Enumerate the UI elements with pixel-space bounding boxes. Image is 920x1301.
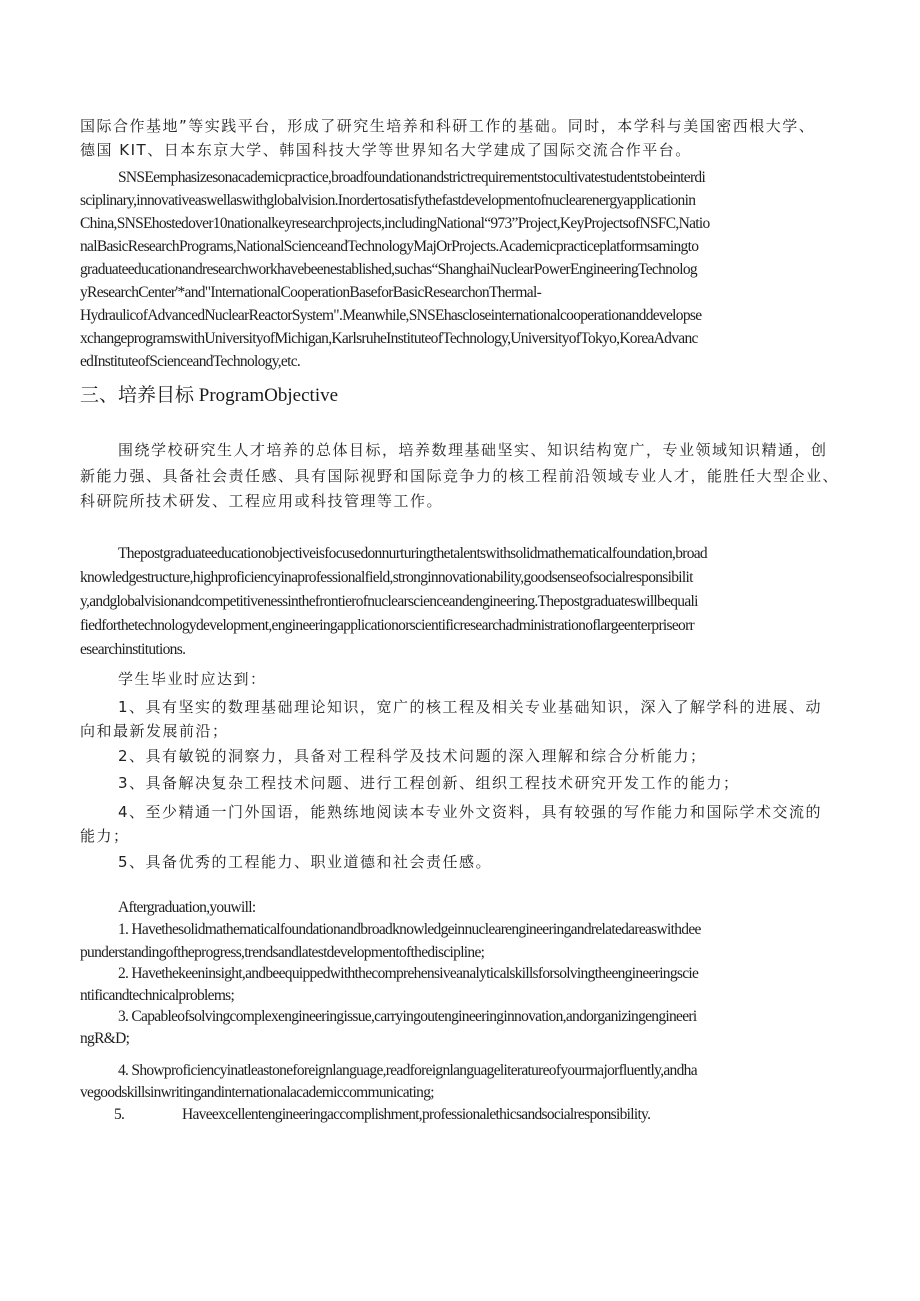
intro-en-line: China,SNSEhostedover10nationalkeyresearchprojects,includingNational“973”Project,KeyProjectsofNSFC,Natio: [80, 215, 710, 232]
objective-en-line: fiedforthetechnologydevelopment,engineeringapplicationorscientificresearchadministrationoflargeenterpriseorr: [80, 617, 695, 634]
graduation-en-line: punderstandingoftheprogress,trendsandlatestdevelopmentofthediscipline;: [80, 944, 485, 961]
intro-en-line: HydraulicofAdvancedNuclearReactorSystem".Meanwhile,SNSEhascloseinternationalcooperationanddevelopse: [80, 307, 702, 324]
objective-en-line: y,andglobalvisionandcompetitivenessinthefrontierofnuclearscienceandengineering.Thepostgraduateswillbequali: [80, 593, 698, 610]
objective-zh-line: 科研院所技术研发、工程应用或科技管理等工作。: [80, 492, 444, 510]
graduation-en-number: 5.: [114, 1106, 125, 1123]
graduation-en-line: Haveexcellentengineeringaccomplishment,professionalethicsandsocialresponsibility.: [182, 1106, 651, 1123]
intro-en-line: yResearchCenter'*and"InternationalCooperationBaseforBasicResearchonThermal-: [80, 284, 542, 301]
graduation-zh-line: 3、具备解决复杂工程技术问题、进行工程创新、组织工程技术研究开发工作的能力；: [118, 774, 740, 792]
objective-en-line: esearchinstitutions.: [80, 641, 186, 658]
graduation-en-line: 2. Havethekeeninsight,andbeequippedwiththecomprehensiveanalyticalskillsforsolvingtheengineeringscie: [118, 965, 699, 982]
graduation-en-line: vegoodskillsinwritingandinternationalacademiccommunicating;: [80, 1084, 434, 1101]
graduation-en-line: 3. Capableofsolvingcomplexengineeringissue,carryingoutengineeringinnovation,andorganizingengineeri: [118, 1008, 697, 1025]
objective-en-line: Thepostgraduateeducationobjectiveisfocusedonnurturingthetalentswithsolidmathematicalfoundation,broad: [118, 545, 707, 562]
graduation-en-line: ngR&D;: [80, 1030, 130, 1047]
graduation-zh-line: 5、具备优秀的工程能力、职业道德和社会责任感。: [118, 853, 493, 871]
graduation-zh-line: 2、具有敏锐的洞察力，具备对工程科学及技术问题的深入理解和综合分析能力；: [118, 747, 707, 765]
section-heading: 三、培养目标 ProgramObjective: [80, 385, 339, 406]
objective-zh-line: 围绕学校研究生人才培养的总体目标，培养数理基础坚实、知识结构宽广，专业领域知识精通，创: [118, 441, 828, 459]
graduation-zh-line: 4、至少精通一门外国语，能熟练地阅读本专业外文资料，具有较强的写作能力和国际学术交流的: [118, 803, 823, 821]
graduation-en-line: 4. Showproficiencyinatleastoneforeignlanguage,readforeignlanguageliteratureofyourmajorfluently,andha: [118, 1062, 697, 1079]
graduation-zh-line: 能力；: [80, 827, 130, 845]
graduation-zh-line: 向和最新发展前沿；: [80, 722, 229, 740]
graduation-en-lead: Aftergraduation,youwill:: [118, 899, 256, 916]
objective-zh-line: 新能力强、具备社会责任感、具有国际视野和国际竞争力的核工程前沿领域专业人才，能胜任大型企业、: [80, 467, 840, 485]
graduation-en-line: ntificandtechnicalproblems;: [80, 987, 235, 1004]
graduation-zh-lead: 学生毕业时应达到：: [118, 670, 267, 688]
graduation-en-line: 1. Havethesolidmathematicalfoundationandbroadknowledgeinnuclearengineeringandrelatedareaswithdee: [118, 921, 701, 938]
intro-en-line: graduateeducationandresearchworkhavebeenestablished,suchas“ShanghaiNuclearPowerEngineeringTechnolog: [80, 261, 697, 278]
graduation-zh-line: 1、具有坚实的数理基础理论知识，宽广的核工程及相关专业基础知识，深入了解学科的进展、动: [118, 698, 823, 716]
intro-en-line: nalBasicResearchPrograms,NationalScienceandTechnologyMajOrProjects.Academicpracticeplatformsamingto: [80, 238, 699, 255]
intro-en-line: xchangeprogramswithUniversityofMichigan,KarlsruheInstituteofTechnology,UniversityofTokyo,KoreaAdvanc: [80, 330, 698, 347]
intro-en-line: SNSEemphasizesonacademicpractice,broadfoundationandstrictrequirementstocultivatestudentstobeinterdi: [118, 169, 706, 186]
intro-en-line: edInstituteofScienceandTechnology,etc.: [80, 353, 301, 370]
intro-zh-line: 德国 KIT、日本东京大学、韩国科技大学等世界知名大学建成了国际交流合作平台。: [80, 141, 692, 159]
intro-en-line: sciplinary,innovativeaswellaswithglobalvision.Inordertosatisfythefastdevelopmentofnuclearenergyapplicationin: [80, 192, 696, 209]
intro-zh-line: 国际合作基地”等实践平台，形成了研究生培养和科研工作的基础。同时，本学科与美国密西根大学、: [80, 117, 816, 135]
objective-en-line: knowledgestructure,highproficiencyinaprofessionalfield,stronginnovationability,goodsenseofsocialresponsibilit: [80, 569, 693, 586]
